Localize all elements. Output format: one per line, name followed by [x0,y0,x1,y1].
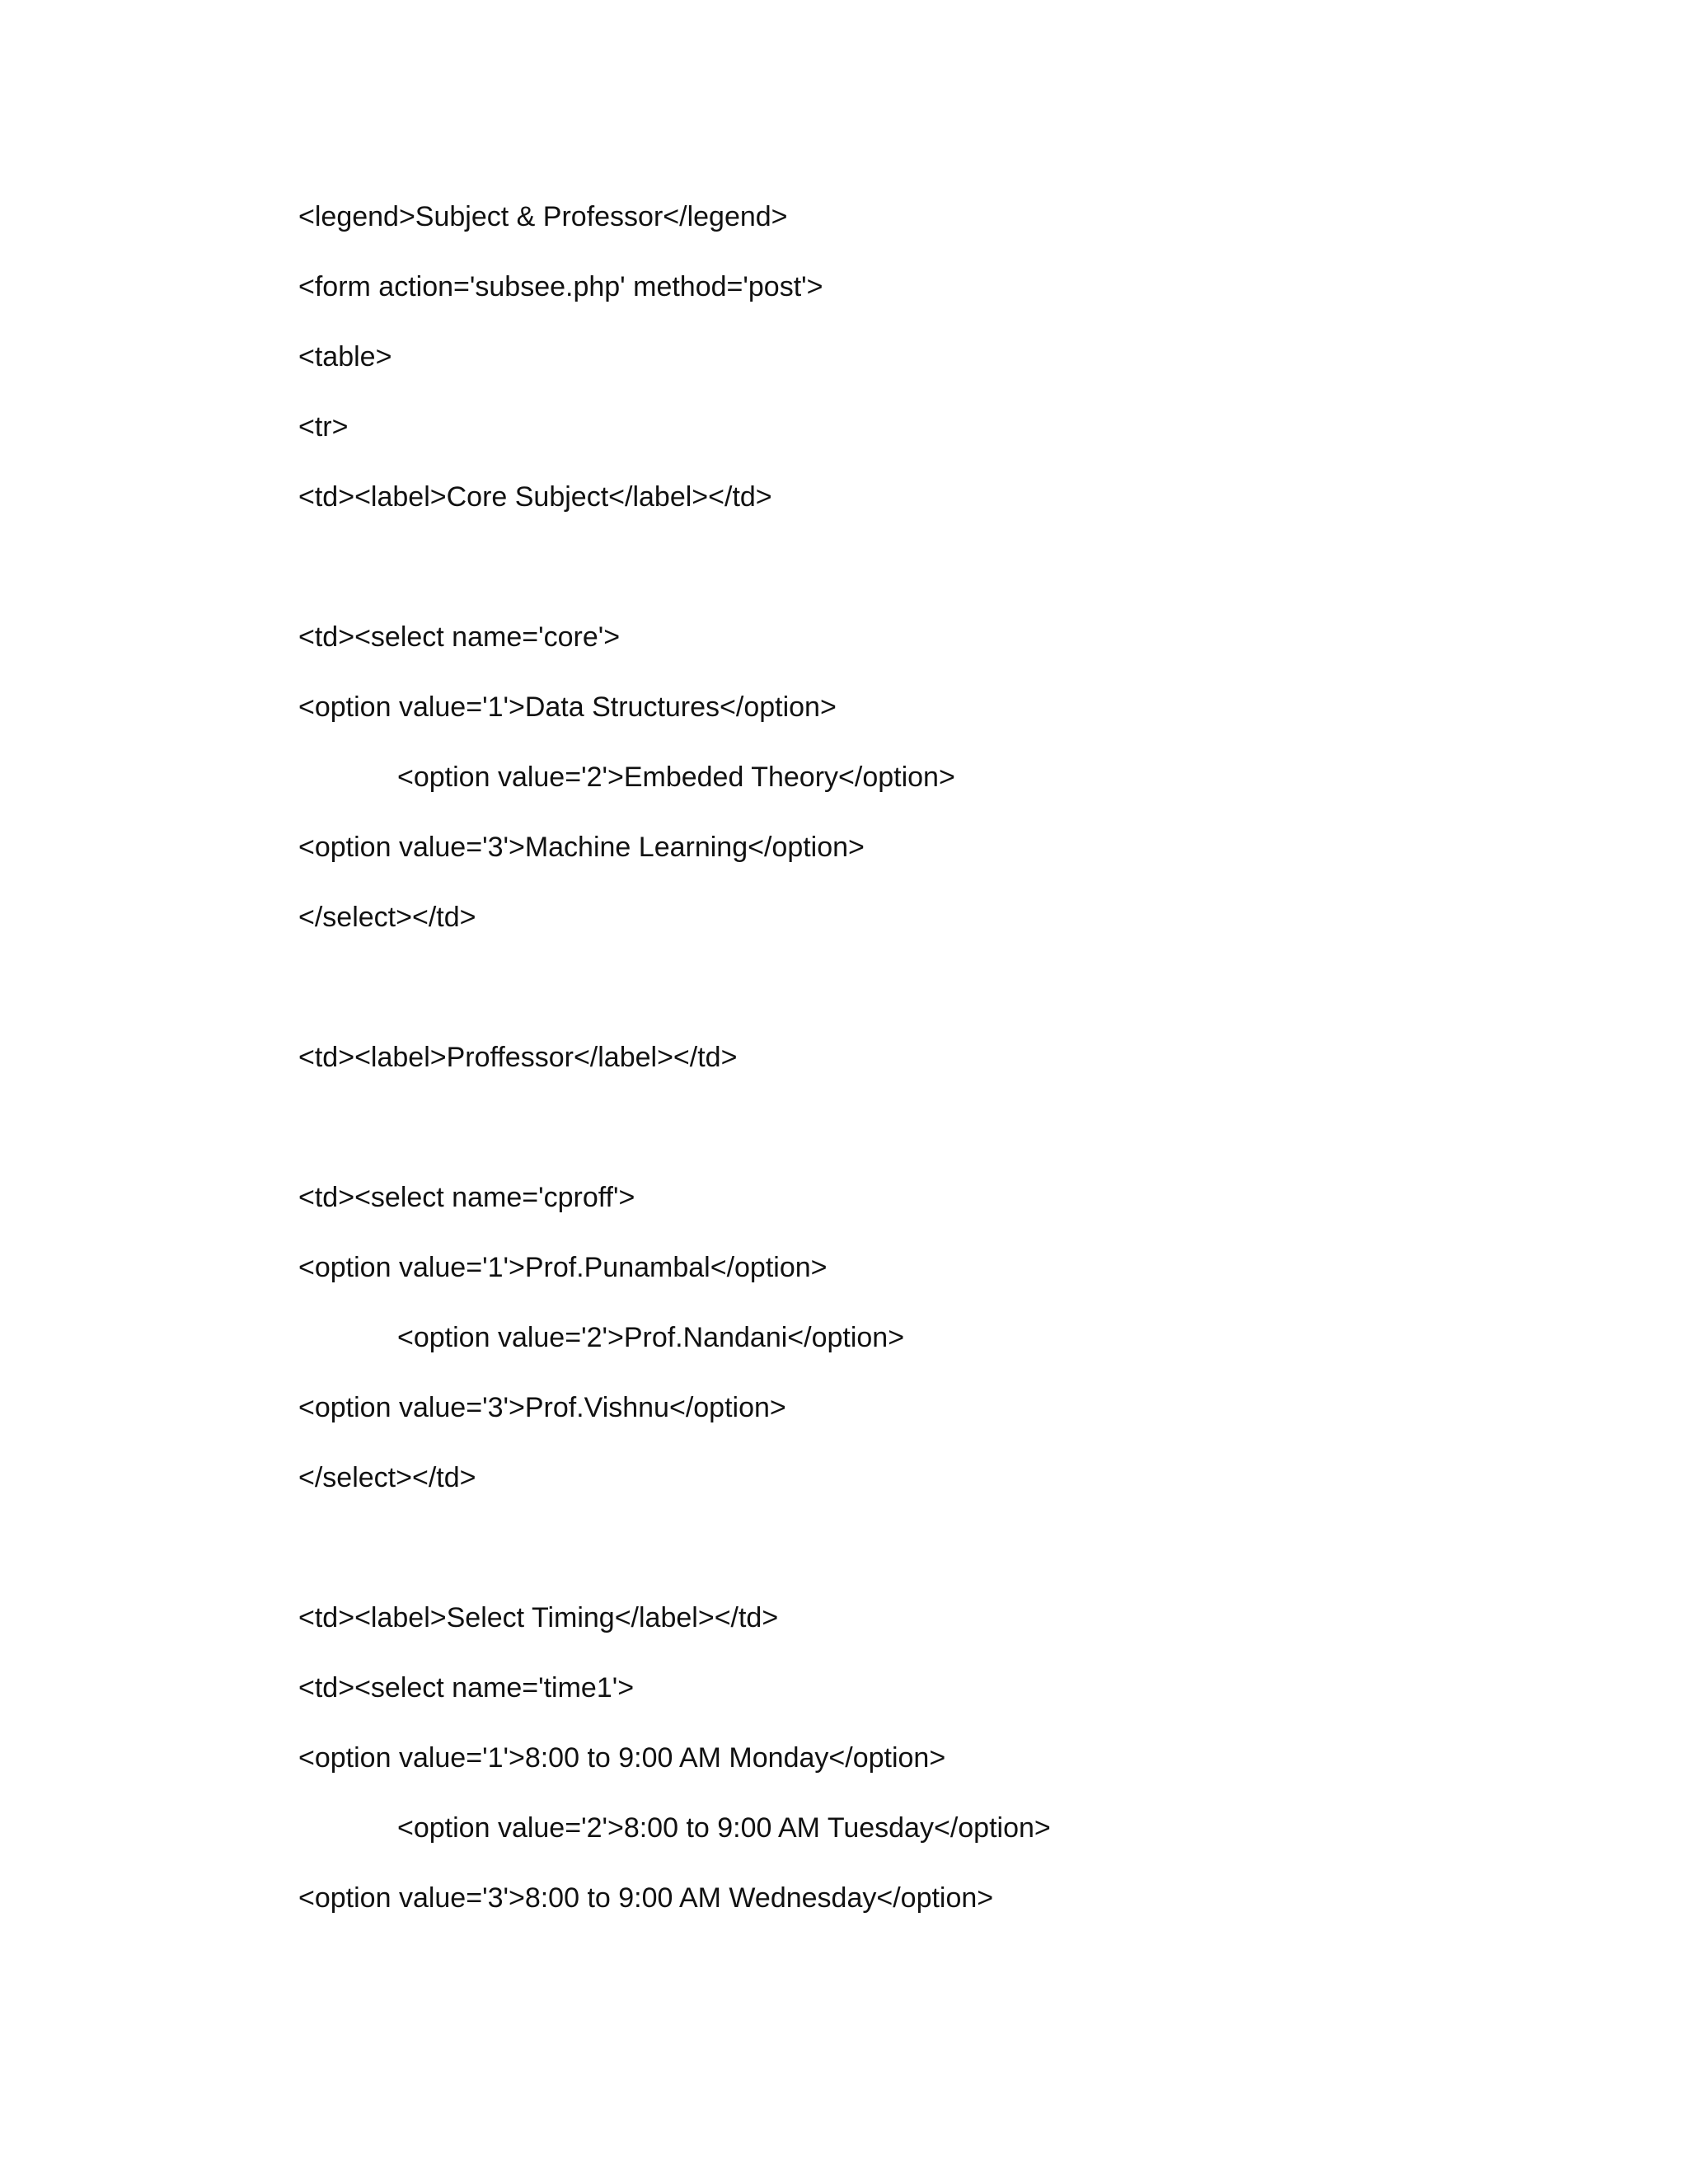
code-line-core-select: <td><select name='core'> [298,621,621,653]
code-line-form: <form action='subsee.php' method='post'> [298,271,823,302]
code-line-core-select-close: </select></td> [298,902,476,933]
code-line-professor-option-2: <option value='2'>Prof.Nandani</option> [397,1322,905,1353]
code-line-timing-option-2: <option value='2'>8:00 to 9:00 AM Tuesday</option> [397,1812,1051,1844]
code-line-professor-option-1: <option value='1'>Prof.Punambal</option> [298,1252,828,1283]
code-line-core-option-2: <option value='2'>Embeded Theory</option> [397,762,955,793]
code-line-tr: <tr> [298,411,349,443]
code-line-timing-option-3: <option value='3'>8:00 to 9:00 AM Wednesday</option> [298,1882,994,1914]
code-line-core-subject-label: <td><label>Core Subject</label></td> [298,481,772,513]
code-line-professor-label: <td><label>Proffessor</label></td> [298,1042,738,1073]
code-line-professor-select-close: </select></td> [298,1462,476,1493]
code-line-professor-option-3: <option value='3'>Prof.Vishnu</option> [298,1392,786,1423]
code-line-table: <table> [298,341,392,373]
code-line-timing-option-1: <option value='1'>8:00 to 9:00 AM Monday</option> [298,1742,946,1774]
code-line-core-option-3: <option value='3'>Machine Learning</option> [298,832,865,863]
code-line-timing-label: <td><label>Select Timing</label></td> [298,1602,779,1633]
code-line-legend: <legend>Subject & Professor</legend> [298,201,788,232]
code-line-timing-select: <td><select name='time1'> [298,1672,635,1704]
code-line-professor-select: <td><select name='cproff'> [298,1182,635,1213]
code-line-core-option-1: <option value='1'>Data Structures</option> [298,691,837,723]
